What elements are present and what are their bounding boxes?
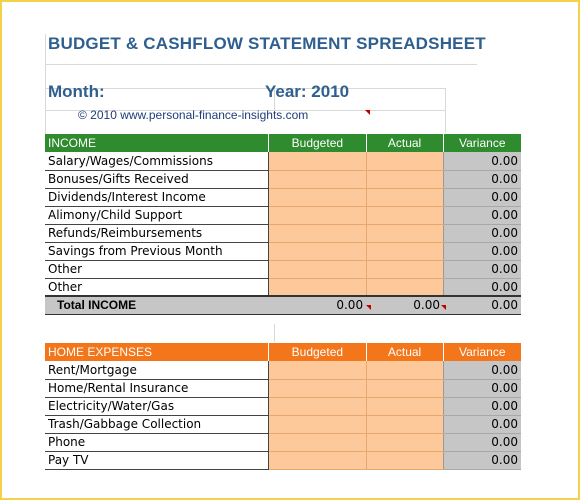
month-label[interactable]: Month: bbox=[48, 82, 105, 101]
table-row bbox=[45, 260, 521, 278]
variance-cell[interactable]: 0.00 bbox=[443, 379, 521, 397]
variance-cell[interactable]: 0.00 bbox=[443, 278, 521, 296]
actual-cell[interactable] bbox=[366, 433, 443, 451]
total-income-row bbox=[45, 296, 521, 314]
variance-cell[interactable]: 0.00 bbox=[443, 206, 521, 224]
column-header-variance: Variance bbox=[443, 343, 521, 361]
total-variance-cell[interactable]: 0.00 bbox=[443, 296, 521, 314]
variance-cell[interactable]: 0.00 bbox=[443, 361, 521, 379]
variance-cell[interactable]: 0.00 bbox=[443, 224, 521, 242]
actual-cell[interactable] bbox=[366, 152, 443, 170]
table-row bbox=[45, 415, 521, 433]
budgeted-cell[interactable] bbox=[269, 397, 366, 415]
gridline bbox=[45, 34, 46, 134]
row-label[interactable]: Phone bbox=[45, 433, 269, 451]
budgeted-cell[interactable] bbox=[269, 224, 366, 242]
row-label[interactable]: Home/Rental Insurance bbox=[45, 379, 269, 397]
variance-cell[interactable]: 0.00 bbox=[443, 415, 521, 433]
row-label[interactable]: Bonuses/Gifts Received bbox=[45, 170, 269, 188]
column-header-variance: Variance bbox=[443, 134, 521, 152]
income-table bbox=[45, 134, 521, 315]
table-row bbox=[45, 278, 521, 296]
gridline bbox=[274, 324, 275, 342]
budgeted-cell[interactable] bbox=[269, 206, 366, 224]
actual-cell[interactable] bbox=[366, 361, 443, 379]
comment-marker-icon[interactable] bbox=[441, 305, 446, 310]
row-label[interactable]: Refunds/Reimbursements bbox=[45, 224, 269, 242]
column-header-actual: Actual bbox=[366, 343, 443, 361]
variance-cell[interactable]: 0.00 bbox=[443, 170, 521, 188]
income-header-row bbox=[45, 134, 521, 152]
gridline bbox=[45, 88, 445, 89]
gridline bbox=[445, 88, 446, 133]
actual-cell[interactable] bbox=[366, 397, 443, 415]
table-row bbox=[45, 433, 521, 451]
year-label[interactable]: Year: 2010 bbox=[265, 82, 350, 101]
table-row bbox=[45, 188, 521, 206]
comment-marker-icon[interactable] bbox=[365, 110, 370, 115]
table-row bbox=[45, 152, 521, 170]
column-header-actual: Actual bbox=[366, 134, 443, 152]
row-label[interactable]: Other bbox=[45, 260, 269, 278]
variance-cell[interactable]: 0.00 bbox=[443, 188, 521, 206]
actual-cell[interactable] bbox=[366, 278, 443, 296]
row-label[interactable]: Other bbox=[45, 278, 269, 296]
actual-cell[interactable] bbox=[366, 242, 443, 260]
row-label[interactable]: Salary/Wages/Commissions bbox=[45, 152, 269, 170]
variance-cell[interactable]: 0.00 bbox=[443, 242, 521, 260]
table-row bbox=[45, 397, 521, 415]
actual-cell[interactable] bbox=[366, 415, 443, 433]
copyright-link[interactable]: © 2010 www.personal-finance-insights.com bbox=[78, 108, 309, 122]
row-label[interactable]: Savings from Previous Month bbox=[45, 242, 269, 260]
column-header-budgeted: Budgeted bbox=[269, 343, 366, 361]
total-income-label[interactable]: Total INCOME bbox=[45, 296, 269, 314]
budgeted-cell[interactable] bbox=[269, 278, 366, 296]
variance-cell[interactable]: 0.00 bbox=[443, 451, 521, 469]
actual-cell[interactable] bbox=[366, 379, 443, 397]
table-row bbox=[45, 206, 521, 224]
total-budgeted-cell[interactable]: 0.00 bbox=[269, 296, 366, 314]
table-row bbox=[45, 379, 521, 397]
variance-cell[interactable]: 0.00 bbox=[443, 397, 521, 415]
budgeted-cell[interactable] bbox=[269, 379, 366, 397]
row-label[interactable]: Pay TV bbox=[45, 451, 269, 469]
home-expenses-header-label: HOME EXPENSES bbox=[45, 343, 269, 361]
gridline bbox=[45, 64, 477, 65]
actual-cell[interactable] bbox=[366, 224, 443, 242]
variance-cell[interactable]: 0.00 bbox=[443, 260, 521, 278]
budgeted-cell[interactable] bbox=[269, 152, 366, 170]
budgeted-cell[interactable] bbox=[269, 260, 366, 278]
comment-marker-icon[interactable] bbox=[366, 305, 371, 310]
budgeted-cell[interactable] bbox=[269, 415, 366, 433]
column-header-budgeted: Budgeted bbox=[269, 134, 366, 152]
row-label[interactable]: Dividends/Interest Income bbox=[45, 188, 269, 206]
budgeted-cell[interactable] bbox=[269, 170, 366, 188]
actual-cell[interactable] bbox=[366, 170, 443, 188]
row-label[interactable]: Electricity/Water/Gas bbox=[45, 397, 269, 415]
table-row bbox=[45, 242, 521, 260]
budgeted-cell[interactable] bbox=[269, 188, 366, 206]
budgeted-cell[interactable] bbox=[269, 242, 366, 260]
table-row bbox=[45, 170, 521, 188]
total-actual-cell[interactable]: 0.00 bbox=[366, 296, 443, 314]
actual-cell[interactable] bbox=[366, 188, 443, 206]
table-row bbox=[45, 451, 521, 469]
table-row bbox=[45, 224, 521, 242]
actual-cell[interactable] bbox=[366, 260, 443, 278]
table-row bbox=[45, 361, 521, 379]
variance-cell[interactable]: 0.00 bbox=[443, 152, 521, 170]
bottom-edge bbox=[45, 482, 575, 496]
row-label[interactable]: Rent/Mortgage bbox=[45, 361, 269, 379]
home-expenses-table bbox=[45, 343, 521, 470]
sheet-title: BUDGET & CASHFLOW STATEMENT SPREADSHEET bbox=[48, 34, 486, 53]
variance-cell[interactable]: 0.00 bbox=[443, 433, 521, 451]
actual-cell[interactable] bbox=[366, 451, 443, 469]
actual-cell[interactable] bbox=[366, 206, 443, 224]
home-expenses-header-row bbox=[45, 343, 521, 361]
row-label[interactable]: Alimony/Child Support bbox=[45, 206, 269, 224]
budgeted-cell[interactable] bbox=[269, 361, 366, 379]
budgeted-cell[interactable] bbox=[269, 433, 366, 451]
income-header-label: INCOME bbox=[45, 134, 269, 152]
budgeted-cell[interactable] bbox=[269, 451, 366, 469]
row-label[interactable]: Trash/Gabbage Collection bbox=[45, 415, 269, 433]
